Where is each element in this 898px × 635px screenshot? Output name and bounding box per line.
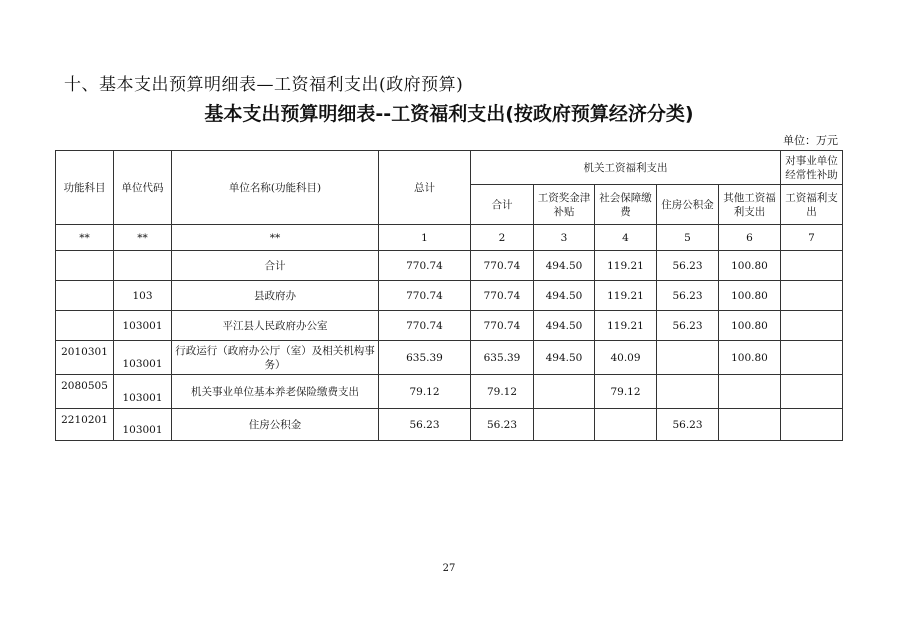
table-row <box>56 311 843 341</box>
cell-subtotal: 56.23 <box>471 409 534 441</box>
cell-salary: 494.50 <box>534 281 595 311</box>
header-institution-subsidy-group: 对事业单位经常性补助 <box>781 151 843 185</box>
cell-total: 635.39 <box>379 341 471 375</box>
cell-subject: 2010301 <box>56 341 114 375</box>
index-cell: 7 <box>781 225 843 251</box>
cell-other <box>719 375 781 409</box>
table-row <box>56 375 843 409</box>
unit-label: 单位：万元 <box>783 134 838 147</box>
index-cell: 2 <box>471 225 534 251</box>
cell-housing: 56.23 <box>657 251 719 281</box>
cell-other: 100.80 <box>719 341 781 375</box>
cell-name: 机关事业单位基本养老保险缴费支出 <box>172 375 379 409</box>
cell-subtotal: 79.12 <box>471 375 534 409</box>
index-cell: 1 <box>379 225 471 251</box>
index-cell: 4 <box>595 225 657 251</box>
header-agency-welfare-group: 机关工资福利支出 <box>471 151 781 185</box>
cell-institution <box>781 375 843 409</box>
cell-institution <box>781 409 843 441</box>
cell-code: 103001 <box>114 375 172 409</box>
cell-subject: 2210201 <box>56 409 114 441</box>
cell-name: 县政府办 <box>172 281 379 311</box>
document-title: 基本支出预算明细表--工资福利支出(按政府预算经济分类) <box>204 103 694 125</box>
header-unit-code: 单位代码 <box>114 151 172 225</box>
cell-social: 119.21 <box>595 311 657 341</box>
cell-other: 100.80 <box>719 251 781 281</box>
cell-other <box>719 409 781 441</box>
header-subtotal: 合计 <box>471 185 534 225</box>
cell-other: 100.80 <box>719 311 781 341</box>
cell-subject <box>56 251 114 281</box>
cell-social: 40.09 <box>595 341 657 375</box>
cell-name: 行政运行（政府办公厅（室）及相关机构事务） <box>172 341 379 375</box>
cell-salary <box>534 409 595 441</box>
cell-institution <box>781 341 843 375</box>
header-social-security: 社会保障缴费 <box>595 185 657 225</box>
index-cell: 6 <box>719 225 781 251</box>
header-unit-name: 单位名称(功能科目) <box>172 151 379 225</box>
cell-subject <box>56 281 114 311</box>
header-salary: 工资奖金津补贴 <box>534 185 595 225</box>
cell-name: 平江县人民政府办公室 <box>172 311 379 341</box>
cell-salary: 494.50 <box>534 251 595 281</box>
cell-code: 103001 <box>114 341 172 375</box>
cell-social: 79.12 <box>595 375 657 409</box>
table-row <box>56 341 843 375</box>
header-housing-fund: 住房公积金 <box>657 185 719 225</box>
cell-total: 56.23 <box>379 409 471 441</box>
cell-subtotal: 770.74 <box>471 281 534 311</box>
cell-housing <box>657 341 719 375</box>
cell-subject: 2080505 <box>56 375 114 409</box>
cell-housing <box>657 375 719 409</box>
cell-subtotal: 635.39 <box>471 341 534 375</box>
cell-name: 住房公积金 <box>172 409 379 441</box>
cell-code: 103001 <box>114 311 172 341</box>
table-row <box>56 251 843 281</box>
cell-total: 770.74 <box>379 251 471 281</box>
cell-total: 770.74 <box>379 311 471 341</box>
table-row <box>56 409 843 441</box>
index-cell: ** <box>56 225 114 251</box>
cell-code: 103001 <box>114 409 172 441</box>
cell-total: 770.74 <box>379 281 471 311</box>
cell-institution <box>781 311 843 341</box>
cell-code <box>114 251 172 281</box>
cell-institution <box>781 281 843 311</box>
cell-institution <box>781 251 843 281</box>
index-row <box>56 225 843 251</box>
cell-salary: 494.50 <box>534 341 595 375</box>
cell-other: 100.80 <box>719 281 781 311</box>
index-cell: 5 <box>657 225 719 251</box>
cell-housing: 56.23 <box>657 409 719 441</box>
header-institution-welfare: 工资福利支出 <box>781 185 843 225</box>
cell-social: 119.21 <box>595 281 657 311</box>
budget-table <box>55 150 843 441</box>
cell-code: 103 <box>114 281 172 311</box>
cell-housing: 56.23 <box>657 311 719 341</box>
index-cell: ** <box>172 225 379 251</box>
cell-housing: 56.23 <box>657 281 719 311</box>
cell-total: 79.12 <box>379 375 471 409</box>
cell-subtotal: 770.74 <box>471 251 534 281</box>
table-row <box>56 281 843 311</box>
cell-salary: 494.50 <box>534 311 595 341</box>
header-other-welfare: 其他工资福利支出 <box>719 185 781 225</box>
header-functional-subject: 功能科目 <box>56 151 114 225</box>
header-total: 总计 <box>379 151 471 225</box>
cell-name: 合计 <box>172 251 379 281</box>
cell-social: 119.21 <box>595 251 657 281</box>
cell-salary <box>534 375 595 409</box>
cell-subject <box>56 311 114 341</box>
page-number: 27 <box>442 563 456 574</box>
index-cell: ** <box>114 225 172 251</box>
index-cell: 3 <box>534 225 595 251</box>
cell-social <box>595 409 657 441</box>
cell-subtotal: 770.74 <box>471 311 534 341</box>
section-heading: 十、基本支出预算明细表—工资福利支出(政府预算) <box>64 75 464 95</box>
